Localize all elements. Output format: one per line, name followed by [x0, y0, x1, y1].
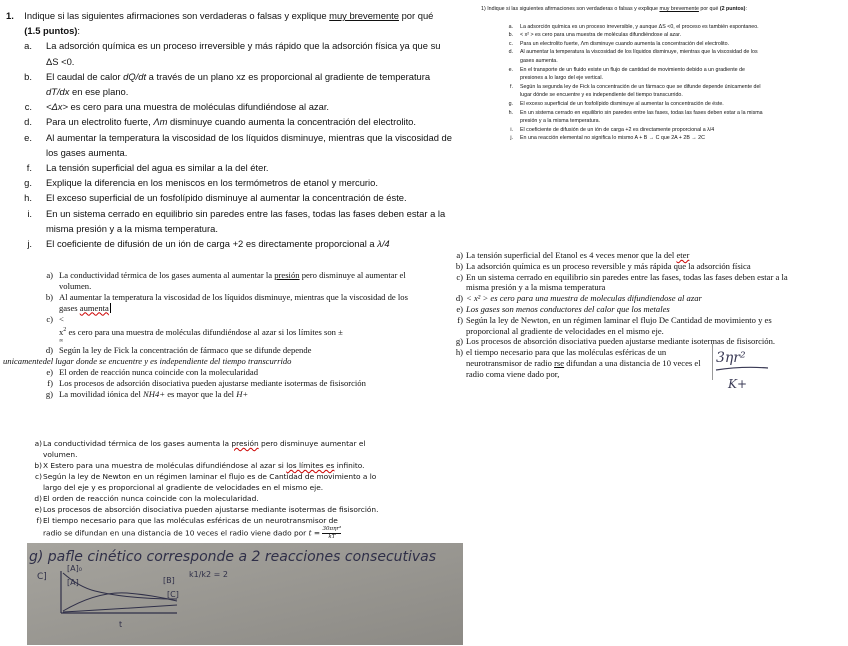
handwritten-graph — [27, 543, 463, 645]
list-item — [451, 315, 791, 337]
item-label: c) — [456, 271, 463, 282]
item-text: El exceso superficial de un fosfolípido disminuye al aumentar la concentración de éste. — [46, 192, 407, 204]
item-label: e. — [508, 66, 513, 73]
item-text: el tiempo necesario para que las moléculas esféricas de un neurotransmisor de radio — [466, 347, 667, 368]
item-text: El coeficiente de difusión de un ión de carga +2 es directamente proporcional a — [46, 238, 378, 250]
item-label: j. — [27, 238, 32, 250]
item-label: h) — [455, 347, 463, 358]
item-text: En un sistema cerrado en equilibrio sin paredes entre las fases, todas las fases deben estar a la misma presión y a la misma temperatura. — [520, 109, 763, 125]
item-underline: eter — [676, 250, 690, 260]
list-item — [6, 160, 452, 175]
item-text: Para un electrolito fuerte, — [46, 116, 154, 128]
item-label: e) — [456, 303, 463, 314]
item-text: Los gases son menos conductores del calor que los metales — [466, 303, 670, 314]
item-label: f. — [510, 83, 513, 90]
item-text: es mayor que la del — [165, 388, 237, 399]
item-text: pero disminuye aumentar el volumen. — [43, 439, 366, 459]
list-item — [451, 250, 791, 261]
intro-text: Indique si las siguientes afirmaciones son verdaderas o falsas y explique — [487, 6, 660, 12]
text-cursor — [110, 303, 111, 313]
list-item — [6, 114, 452, 129]
item-text: pero disminuye al aumentar el volumen. — [59, 270, 406, 291]
photo-heading: g) pafle cinético corresponde a 2 reacciones consecutivas — [29, 549, 437, 565]
item-formula: < x² > es cero para una muestra de moleculas difundiendose al azar — [466, 293, 702, 304]
list-item — [29, 292, 409, 314]
item-label: a) — [46, 270, 53, 280]
points-label: (1.5 puntos) — [24, 25, 78, 37]
item-text: La adsorción química es un proceso reversible y más rápida que la adsorción física — [466, 260, 751, 271]
item-formula: <Δx> — [46, 101, 68, 113]
item-label: c. — [24, 101, 32, 113]
item-text: La tensión superficial del Etanol es 4 veces menor que la del — [466, 250, 677, 260]
statement-list — [6, 38, 452, 251]
item-label: c) — [35, 472, 42, 481]
item-formula: λ/4 — [377, 238, 390, 250]
intro-text: Indique si las siguientes afirmaciones son verdaderas o falsas y explique — [24, 10, 330, 21]
handwritten-photo — [27, 543, 463, 645]
item-label: g) — [45, 388, 53, 399]
item-text: es cero para una muestra de moléculas difundiéndose al azar si los límites son ± — [66, 326, 343, 337]
item-label: f) — [457, 314, 463, 325]
item-label: a. — [24, 40, 32, 52]
list-item — [481, 31, 767, 40]
item-label: b. — [508, 32, 513, 39]
intro-text-post: por qué — [698, 6, 720, 12]
list-item — [6, 206, 452, 236]
list-item — [481, 100, 767, 109]
item-text: La movilidad iónica del — [59, 388, 144, 399]
item-text: La adsorción química es un proceso irreversible, y aunque ΔS <0, el proceso es también espontaneo. — [520, 23, 759, 30]
list-item — [29, 345, 409, 356]
list-item — [28, 438, 388, 460]
item-label: f) — [36, 516, 42, 525]
item-formula: x — [59, 326, 64, 337]
item-formula: NH4+ — [143, 388, 166, 399]
list-item — [451, 304, 791, 315]
item-text: La conductividad térmica de los gases aumenta al aumentar la — [59, 270, 275, 280]
list-item — [29, 378, 409, 389]
photo-label-c: [C] — [167, 590, 179, 599]
photo-label-b: [B] — [163, 576, 175, 585]
list-item — [6, 175, 452, 190]
item-symbol: Λm — [153, 116, 168, 128]
item-text: en ese plano. — [69, 86, 129, 98]
item-label: a) — [456, 250, 463, 260]
question-number: 1) — [481, 6, 486, 12]
intro-colon: : — [745, 6, 747, 12]
item-label: h. — [508, 109, 513, 116]
item-text: infinito. — [334, 461, 365, 470]
intro-underline: muy brevemente — [659, 6, 699, 12]
item-label: a) — [34, 439, 42, 448]
list-item — [28, 515, 388, 541]
item-text: La conductividad térmica de los gases aumenta la — [43, 439, 232, 448]
item-text: En un sistema cerrado en equilibrio sin paredes entre las fases, todas las fases deben estar a la misma presión y a la misma temperatura — [466, 271, 788, 293]
item-label: e) — [34, 505, 42, 514]
list-item — [29, 389, 409, 400]
item-formula: H+ — [236, 388, 249, 399]
item-label: c) — [46, 313, 53, 324]
list-item — [481, 134, 767, 143]
points-label: (2 puntos) — [719, 6, 746, 12]
item-text: En el transporte de un fluido existe un flujo de cantidad de movimiento debido a un gradiente de presiones a lo largo del eje vertical. — [520, 66, 745, 82]
list-item — [28, 471, 388, 493]
item-label: e. — [24, 131, 32, 143]
answer-block-c — [3, 270, 409, 400]
item-formula: dT/dx — [46, 86, 70, 98]
item-label: f) — [47, 378, 53, 389]
item-label: a. — [508, 23, 513, 30]
item-underline: presión — [274, 270, 300, 280]
item-text: Al aumentar la temperatura la viscosidad de los líquidos disminuye, mientras que la viscosidad de los gases — [59, 291, 408, 313]
item-underline: aumenta — [79, 302, 109, 313]
photo-label-a0: [A]₀ — [67, 564, 82, 573]
item-text: Según la ley de Newton, en un régimen laminar el flujo De Cantidad de movimiento y es proporcional al gradiente de velocidades en el mismo eje. — [466, 314, 772, 336]
statement-list — [28, 438, 388, 541]
item-text: Los procesos de adsorción disociativa pueden ajustarse mediante isotermas de fisisorción — [59, 378, 366, 389]
item-label: h. — [24, 192, 32, 204]
item-label: g. — [24, 177, 32, 189]
item-label: j. — [510, 135, 513, 142]
item-text: En una reacción elemental no significa lo mismo A + B → C que 2A + 2B → 2C — [520, 135, 705, 142]
intro-colon: : — [77, 25, 81, 37]
item-underline: rse — [554, 357, 565, 368]
item-formula: dQ/dt — [123, 70, 147, 82]
list-item — [481, 66, 767, 83]
intro-underline: muy brevemente — [329, 10, 399, 21]
item-label: d) — [455, 293, 463, 304]
photo-axis-t: t — [119, 620, 123, 629]
item-text: El orden de reacción nunca coincide con la molecularidad. — [43, 494, 259, 503]
item-text: El caudal de calor — [46, 70, 124, 82]
list-item — [481, 48, 767, 65]
item-label: d. — [24, 116, 32, 128]
item-underline: los límites es — [286, 461, 335, 470]
item-text: < — [59, 313, 64, 324]
statement-list — [3, 270, 409, 400]
question-block-b — [481, 5, 767, 143]
formula-numerator: 3ηr² — [716, 350, 746, 366]
item-superscript: 2 — [63, 326, 67, 333]
list-item — [6, 236, 452, 251]
item-text: < x² > es cero para una muestra de moléculas difundiéndose al azar. — [520, 32, 682, 39]
item-label: i. — [510, 126, 513, 133]
item-label: g) — [455, 336, 463, 347]
handwritten-formula-drawing — [712, 340, 772, 398]
question-block-a — [6, 8, 452, 251]
item-text: X Estero para una muestra de moléculas difundiéndose al azar si — [43, 461, 287, 470]
item-text: La tensión superficial del agua es similar a la del éter. — [46, 162, 269, 174]
list-item — [29, 367, 409, 378]
list-item — [6, 99, 452, 114]
intro-text-post: por qué — [398, 10, 434, 21]
item-label: c. — [508, 40, 513, 47]
item-text: Al aumentar la temperatura la viscosidad de los líquidos disminuye, mientras que la viscosidad de los gases aumenta. — [46, 131, 452, 158]
answer-block-e — [28, 438, 388, 541]
item-text: difundan a una distancia de 10 veces el radio coma viene dado por, — [466, 357, 701, 379]
list-item — [6, 190, 452, 205]
item-label: b) — [455, 260, 463, 271]
formula-denominator: kT — [328, 534, 336, 540]
item-text: Según la segunda ley de Fick la concentración de un fármaco que se difunde depende únicamente del lugar dónde se encuentre y es independiente del tiempo transcurrido. — [520, 83, 761, 99]
item-text: La adsorción química es un proceso irreversible y más rápido que la adsorción física ya que su ΔS <0. — [46, 40, 441, 67]
item-text: Según la ley de Newton en un régimen laminar el flujo es de Cantidad de movimiento a lo largo del eje y es proporcional al gradiente de velocidades en el mismo eje. — [43, 472, 377, 492]
item-text: Para un electrolito fuerte, Λm disminuye cuando aumenta la concentración del electrolito. — [520, 40, 730, 47]
item-label: g. — [508, 100, 513, 107]
list-item — [28, 504, 388, 515]
item-label: b) — [34, 461, 42, 470]
list-item — [29, 270, 409, 292]
item-text: disminuye cuando aumenta la concentración del electrolito. — [167, 116, 417, 128]
formula-denominator: K+ — [728, 377, 748, 391]
formula-numerator: 30πηr³ — [322, 526, 342, 532]
item-label: b) — [45, 291, 53, 302]
item-label: d) — [45, 345, 53, 356]
list-item — [481, 40, 767, 49]
list-item — [28, 493, 388, 504]
formula-lhs: t = — [308, 528, 321, 538]
photo-label-k: k1/k2 = 2 — [189, 570, 229, 579]
item-text: a través de un plano xz es proporcional al gradiente de temperatura — [146, 70, 431, 82]
item-label: f. — [26, 162, 32, 174]
infinity-symbol: ∞ — [59, 338, 64, 345]
list-item — [451, 293, 791, 304]
list-item — [29, 314, 409, 346]
item-label: d. — [508, 49, 513, 56]
list-item — [481, 126, 767, 135]
item-label: d) — [34, 494, 42, 503]
list-item — [481, 83, 767, 100]
item-text: El tiempo necesario para que las moléculas esféricas de un neurotransmisor de radio se difundan en una distancia de 10 veces el radio viene dado por — [43, 516, 338, 538]
item-label: i. — [27, 207, 32, 219]
item-label: b. — [24, 70, 32, 82]
list-item — [28, 460, 388, 471]
item-text: El exceso superficial de un fosfolípido disminuye al aumentar la concentración de éste. — [520, 100, 724, 107]
photo-label: C] — [37, 572, 47, 582]
statement-list — [481, 23, 767, 143]
list-item — [481, 23, 767, 32]
item-underline: presión — [231, 439, 259, 448]
list-item — [6, 130, 452, 160]
item-continuation: unicamentedel lugar donde se encuentre y es independiente del tiempo transcurrido — [3, 356, 292, 367]
list-item — [451, 272, 791, 294]
question-number: 1. — [6, 10, 14, 21]
item-text: Los procesos de absorción disociativa pueden ajustarse mediante isotermas de fisisorción. — [43, 505, 379, 514]
item-text: En un sistema cerrado en equilibrio sin paredes entre las fases, todas las fases deben estar a la misma presión y a la misma temperatura. — [46, 207, 446, 234]
item-text: El orden de reacción nunca coincide con la molecularidad — [59, 367, 258, 378]
item-text: Al aumentar la temperatura la viscosidad de los líquidos disminuye, mientras que la viscosidad de los gases aumenta. — [520, 49, 758, 64]
item-text: Los procesos de absorción disociativa pueden ajustarse mediante isotermas de fisisorción. — [466, 336, 776, 347]
item-text: es cero para una muestra de moléculas difundiéndose al azar. — [67, 101, 330, 113]
item-text: Explique la diferencia en los meniscos en los termómetros de etanol y mercurio. — [46, 177, 378, 189]
list-item — [451, 261, 791, 272]
handwritten-formula — [712, 340, 772, 398]
list-item — [6, 38, 452, 68]
photo-label-a: [A] — [67, 578, 79, 587]
list-item — [6, 69, 452, 99]
list-item — [481, 109, 767, 126]
item-text: Según la ley de Fick la concentración de fármaco que se difunde depende — [59, 345, 312, 356]
item-text: El coeficiente de difusión de un ión de carga +2 es directamente proporcional a λ/4 — [520, 126, 715, 133]
item-label: e) — [46, 367, 53, 378]
